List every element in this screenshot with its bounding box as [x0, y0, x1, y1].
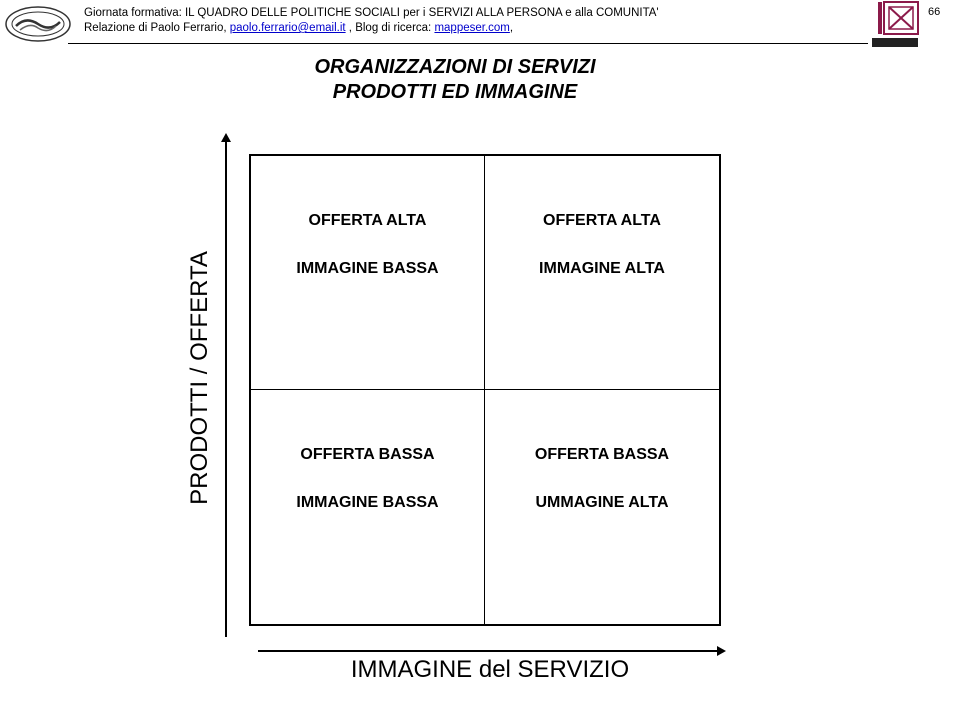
- email-link[interactable]: paolo.ferrario@email.it: [229, 22, 346, 34]
- header-divider: [68, 43, 868, 44]
- x-axis-line: [258, 650, 718, 652]
- quadrant-top-right: [485, 156, 719, 390]
- quadrant-image-label: UMMAGINE ALTA: [535, 494, 669, 511]
- quadrant-offer-label: OFFERTA BASSA: [300, 446, 435, 463]
- header-line2-suffix: ,: [509, 22, 514, 34]
- quadrant-image-label: IMMAGINE BASSA: [296, 494, 439, 511]
- quadrant-image-label: IMMAGINE BASSA: [296, 260, 439, 277]
- quadrant-bottom-left: [251, 390, 485, 624]
- quadrant-image-label: IMMAGINE ALTA: [539, 260, 665, 277]
- header-line2-prefix: Relazione di Paolo Ferrario,: [84, 22, 230, 34]
- blog-link[interactable]: mappeser.com: [434, 22, 510, 34]
- handshake-logo-icon: [4, 4, 72, 44]
- quadrant-offer-label: OFFERTA ALTA: [543, 212, 661, 229]
- quadrant-offer-label: OFFERTA BASSA: [534, 446, 670, 463]
- quadrant-top-left: [251, 156, 485, 390]
- header-line2-middle: , Blog di ricerca:: [345, 22, 435, 34]
- page-number: 66: [928, 6, 941, 18]
- y-axis-line: [225, 140, 227, 637]
- header-text: [84, 6, 659, 36]
- university-logo-icon: [870, 0, 922, 50]
- title-line1: ORGANIZZAZIONI DI SERVIZI: [314, 56, 596, 78]
- header-line1: Giornata formativa: IL QUADRO DELLE POLITICHE SOCIALI per i SERVIZI ALLA PERSONA e alla COMUNITA': [84, 7, 659, 19]
- title-line2: PRODOTTI ED IMMAGINE: [332, 81, 578, 103]
- x-axis-arrow-icon: [717, 646, 726, 656]
- quadrant-bottom-right: [485, 390, 719, 624]
- quadrant-offer-label: OFFERTA ALTA: [308, 212, 427, 229]
- slide-title: [200, 55, 710, 105]
- y-axis-arrow-icon: [221, 133, 231, 142]
- y-axis-label: PRODOTTI / OFFERTA: [186, 251, 213, 505]
- x-axis-label: IMMAGINE del SERVIZIO: [350, 656, 630, 683]
- header-line2: [84, 21, 659, 36]
- quadrant-matrix: [249, 154, 721, 626]
